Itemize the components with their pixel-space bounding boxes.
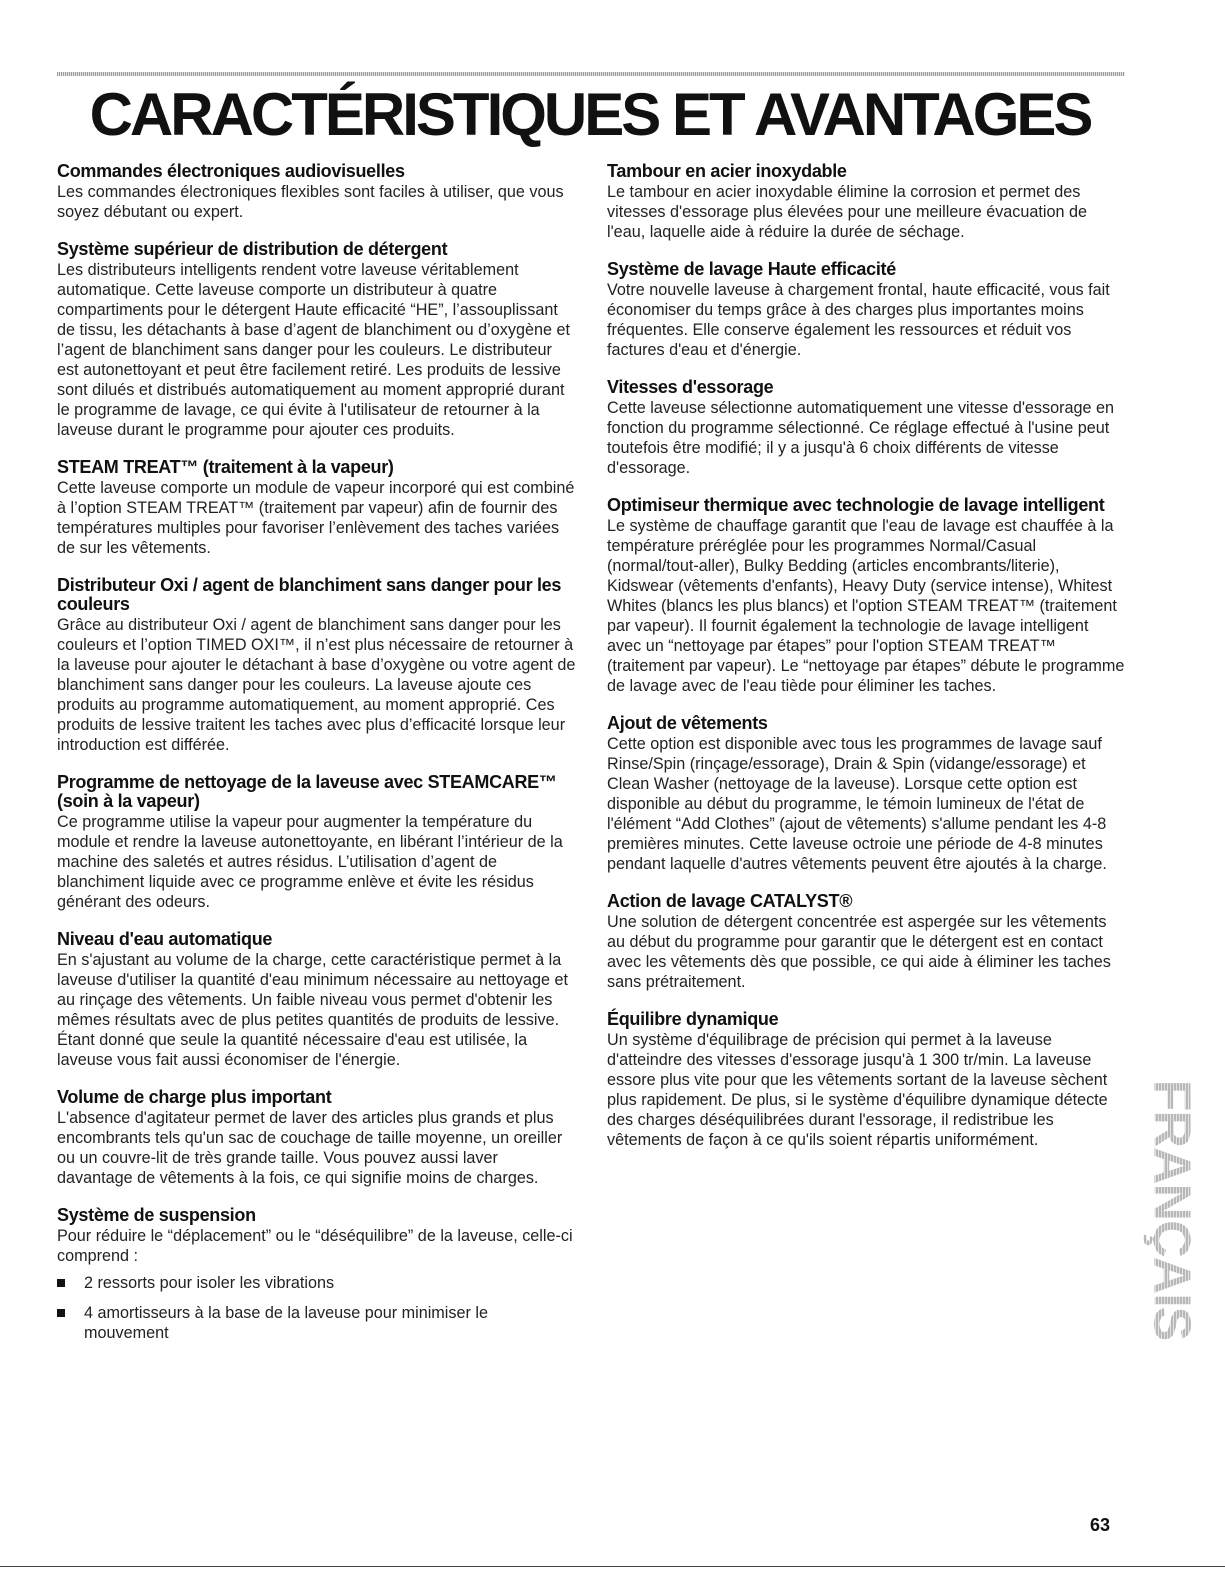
section-heading: Distributeur Oxi / agent de blanchiment sans danger pour les couleurs (57, 575, 562, 614)
section-niveau-eau (57, 930, 577, 1070)
square-bullet-icon (57, 1309, 65, 1317)
section-heading: Commandes électroniques audiovisuelles (57, 161, 405, 181)
page-number: 63 (1090, 1515, 1111, 1535)
section-tambour (607, 162, 1127, 242)
section-body: Une solution de détergent concentrée est aspergée sur les vêtements au début du programme pour garantir que le détergent est en contact avec les vêtements dès que possible, ce qui aide à éliminer les taches sans prétraitement. (607, 913, 1111, 991)
left-column (57, 162, 577, 1361)
section-body: En s'ajustant au volume de la charge, cette caractéristique permet à la laveuse d'utiliser la quantité d'eau minimum nécessaire au nettoyage et au rinçage des vêtements. Un faible niveau vous permet d'obtenir les mêmes résultats avec de plus petites quantités de produits de lessive. Étant donné que seule la quantité nécessaire d'eau est utilisée, la laveuse vous fait aussi économiser de l'énergie. (57, 951, 568, 1069)
list-item-text: 4 amortisseurs à la base de la laveuse pour minimiser le mouvement (84, 1304, 488, 1342)
language-tab-label: FRANÇAIS (1142, 1079, 1201, 1341)
section-vitesses-essorage (607, 378, 1127, 478)
page-title: CARACTÉRISTIQUES ET AVANTAGES (89, 81, 1091, 148)
section-body: Cette laveuse comporte un module de vapeur incorporé qui est combiné à l’option STEAM TREAT™ (traitement par vapeur) afin de fournir des températures multiples pour favoriser l’enlèvement des taches variées de sur les vêtements. (57, 479, 575, 557)
section-heading: Niveau d'eau automatique (57, 929, 273, 949)
section-catalyst (607, 892, 1127, 992)
section-distributeur-oxi (57, 576, 577, 755)
section-body: Les commandes électroniques flexibles sont faciles à utiliser, que vous soyez débutant ou expert. (57, 183, 564, 221)
section-heading: Vitesses d'essorage (607, 377, 774, 397)
section-heading: Programme de nettoyage de la laveuse avec STEAMCARE™ (soin à la vapeur) (57, 772, 557, 811)
top-rule (57, 72, 1125, 76)
section-suspension (57, 1206, 577, 1343)
list-item-text: 2 ressorts pour isoler les vibrations (84, 1274, 335, 1292)
bottom-rule (0, 1566, 1225, 1567)
section-body: Cette laveuse sélectionne automatiquement une vitesse d'essorage en fonction du programme sélectionné. Ce réglage effectué à l'usine peut toutefois être modifié; il y a jusqu'à 6 choix différents de vitesse d'essorage. (607, 399, 1115, 477)
square-bullet-icon (57, 1279, 65, 1287)
section-body: Le tambour en acier inoxydable élimine la corrosion et permet des vitesses d'essorage plus élevées pour une meilleure évacuation de l'eau, laquelle aide à réduire la durée de séchage. (607, 183, 1088, 241)
section-body: Grâce au distributeur Oxi / agent de blanchiment sans danger pour les couleurs et l’option TIMED OXI™, il n’est plus nécessaire de retourner à la laveuse pour ajouter le détachant à base d’oxygène ou votre agent de blanchiment sans danger pour les couleurs. La laveuse ajoute ces produits au programme automatiquement, au moment approprié. Ces produits de lessive traitent les taches avec plus d’efficacité lorsque leur introduction est différée. (57, 616, 576, 754)
list-item (57, 1303, 577, 1343)
bullet-list (57, 1273, 577, 1343)
section-haute-efficacite (607, 260, 1127, 360)
section-heading: Ajout de vêtements (607, 713, 768, 733)
section-body: L'absence d'agitateur permet de laver des articles plus grands et plus encombrants tels qu'un sac de couchage de taille moyenne, un oreiller ou un couvre-lit de très grande taille. Vous pouvez aussi laver davantage de vêtements à la fois, ce qui signifie moins de charges. (57, 1109, 563, 1187)
section-body: Les distributeurs intelligents rendent votre laveuse véritablement automatique. Cette laveuse comporte un distributeur à quatre compartiments pour le détergent Haute efficacité “HE”, l’assouplissant de tissu, les détachants à base d’agent de blanchiment ou d’oxygène et l’agent de blanchiment sans danger pour les couleurs. Le distributeur est autonettoyant et peut être facilement retiré. Les produits de lessive sont dilués et distribués automatiquement au moment approprié durant le programme de lavage, ce qui évite à l'utilisateur de retourner à la laveuse durant le programme pour ajouter ces produits. (57, 261, 570, 439)
section-equilibre-dynamique (607, 1010, 1127, 1150)
section-distribution-detergent (57, 240, 577, 440)
section-body: Pour réduire le “déplacement” ou le “déséquilibre” de la laveuse, celle-ci comprend : (57, 1227, 573, 1265)
section-volume-charge (57, 1088, 577, 1188)
section-body: Ce programme utilise la vapeur pour augmenter la température du module et rendre la laveuse autonettoyante, en libérant l’intérieur de la machine des saletés et autres résidus. L’utilisation d’agent de blanchiment liquide avec ce programme enlève et évite les résidus générant des odeurs. (57, 813, 563, 911)
section-heading: Action de lavage CATALYST® (607, 891, 853, 911)
list-item (57, 1273, 577, 1293)
section-body: Un système d'équilibrage de précision qui permet à la laveuse d'atteindre des vitesses d'essorage jusqu'à 1 300 tr/min. La laveuse essore plus vite pour que les vêtements sortant de la laveuse sèchent plus rapidement. De plus, si le système d'équilibre dynamique détecte des charges déséquilibrées durant l'essorage, il redistribue les vêtements de façon à ce qu'ils soient répartis uniformément. (607, 1031, 1108, 1149)
section-heading: Équilibre dynamique (607, 1009, 779, 1029)
section-body: Le système de chauffage garantit que l'eau de lavage est chauffée à la température préréglée pour les programmes Normal/Casual (normal/tout-aller), Bulky Bedding (articles encombrants/literie), Kidswear (vêtements d'enfants), Heavy Duty (service intense), Whitest Whites (blancs les plus blancs) et l'option STEAM TREAT™ (traitement par vapeur). Il fournit également la technologie de lavage intelligent avec un “nettoyage par étapes” pour l'option STEAM TREAT™ (traitement par vapeur). Le “nettoyage par étapes” débute le programme de lavage avec de l'eau tiède pour éliminer les taches. (607, 517, 1125, 695)
section-steam-treat (57, 458, 577, 558)
section-body: Cette option est disponible avec tous les programmes de lavage sauf Rinse/Spin (rinçage/essorage), Drain & Spin (vidange/essorage) et Clean Washer (nettoyage de la laveuse). Lorsque cette option est disponible au début du programme, le témoin lumineux de l'état de l'élément “Add Clothes” (ajout de vêtements) s'allume pendant les 4-8 premières minutes. Cette laveuse octroie une période de 4-8 minutes pendant laquelle d'autres vêtements peuvent être ajoutés à la charge. (607, 735, 1107, 873)
language-side-tab (1142, 1079, 1201, 1341)
section-optimiseur-thermique (607, 496, 1127, 696)
section-heading: STEAM TREAT™ (traitement à la vapeur) (57, 457, 394, 477)
section-steamcare (57, 773, 577, 912)
section-ajout-vetements (607, 714, 1127, 874)
section-heading: Système de lavage Haute efficacité (607, 259, 896, 279)
section-heading: Tambour en acier inoxydable (607, 161, 847, 181)
right-column (607, 162, 1127, 1168)
section-heading: Optimiseur thermique avec technologie de lavage intelligent (607, 495, 1105, 515)
section-heading: Système de suspension (57, 1205, 256, 1225)
section-heading: Volume de charge plus important (57, 1087, 332, 1107)
section-commandes (57, 162, 577, 222)
section-body: Votre nouvelle laveuse à chargement frontal, haute efficacité, vous fait économiser du temps grâce à des charges plus importantes moins fréquentes. Elle conserve également les ressources et réduit vos factures d'eau et d'énergie. (607, 281, 1110, 359)
section-heading: Système supérieur de distribution de détergent (57, 239, 448, 259)
